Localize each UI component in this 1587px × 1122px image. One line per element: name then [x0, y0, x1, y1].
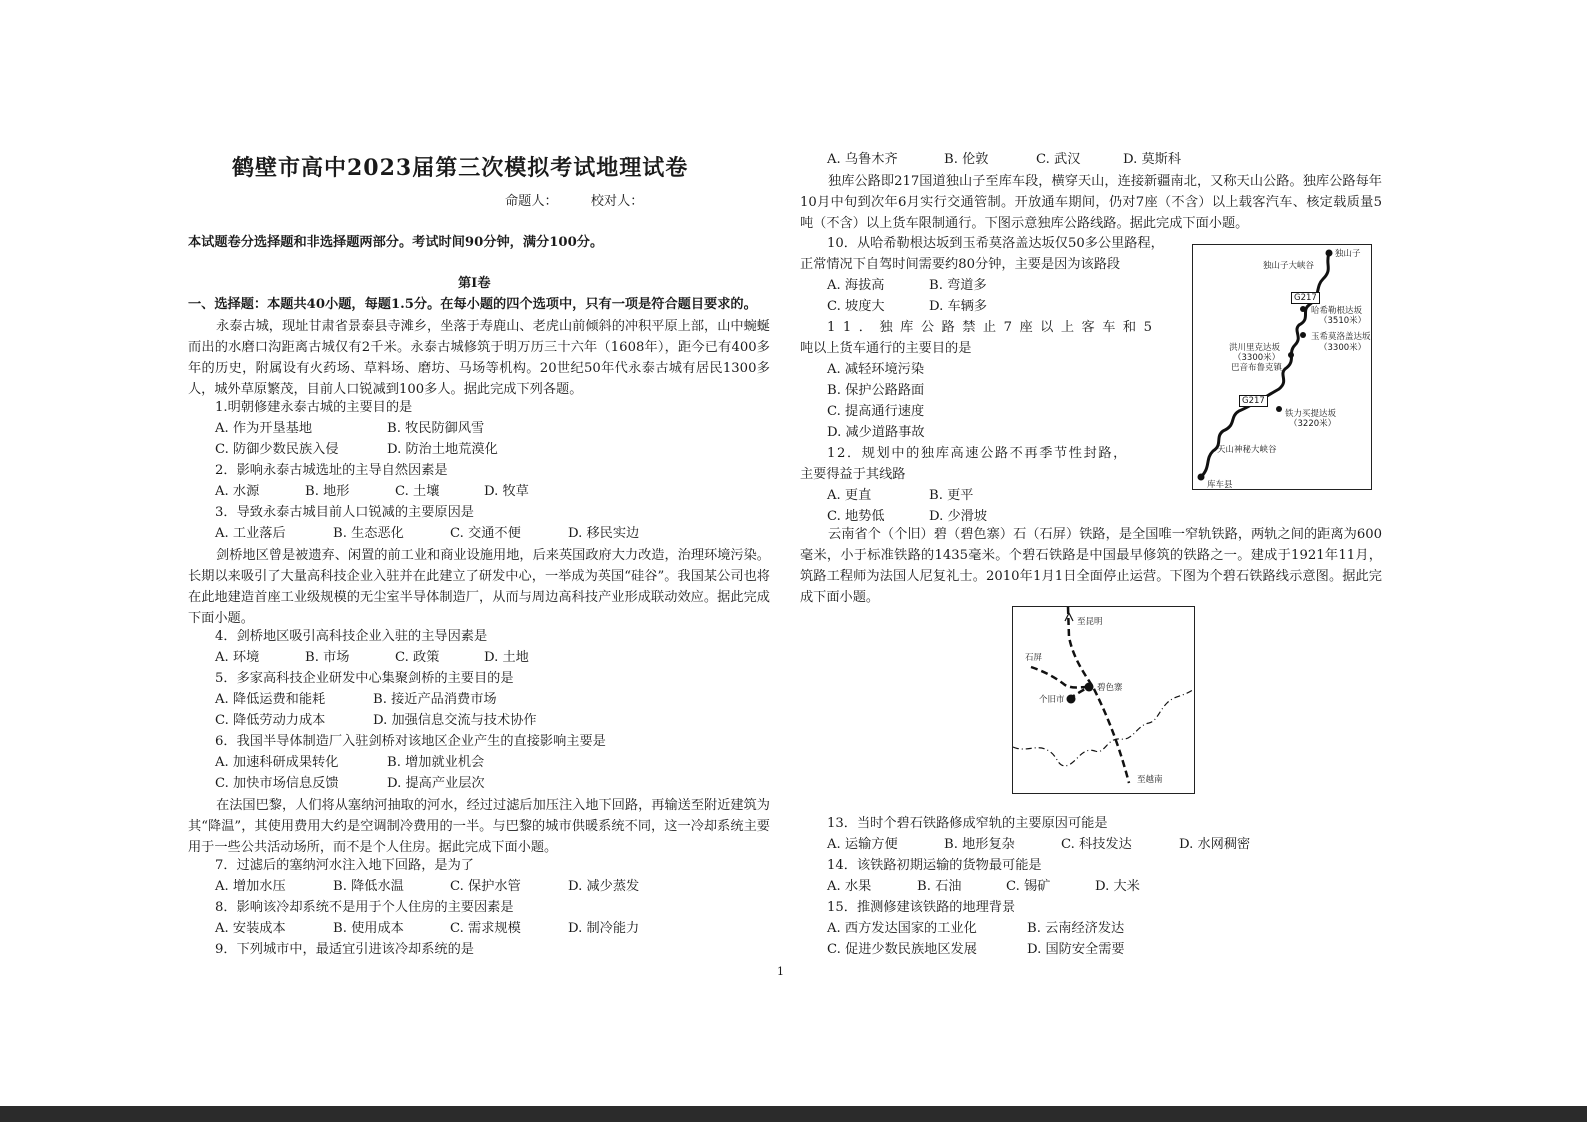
map-label-kunming: 至昆明 — [1077, 617, 1103, 627]
q15-option-c: C. 促进少数民族地区发展 — [827, 942, 977, 957]
q14-option-d: D. 大米 — [1095, 879, 1140, 894]
passage-duku: 独库公路即217国道独山子至库车段，横穿天山，连接新疆南北，又称天山公路。独库公路每年10月中旬到次年6月实行交通管制。开放通车期间，仍对7座（不含）以上载客汽车、核定载质量5吨（不含）以上货车限制通行。下图示意独库公路线路。据此完成下面小题。 — [800, 174, 1382, 231]
map-label-canyon1: 独山子大峡谷 — [1263, 261, 1315, 271]
map-label-hekou: 至越南 — [1137, 775, 1163, 785]
map-label-tieli: 铁力买提达坂 — [1285, 409, 1337, 419]
q6-option-b: B. 增加就业机会 — [387, 755, 485, 770]
map-label-bisezhai: 碧色寨 — [1097, 683, 1123, 693]
q8-option-b: B. 使用成本 — [333, 921, 404, 936]
q11-option-d: D. 减少道路事故 — [827, 425, 925, 440]
q9-option-b: B. 伦敦 — [944, 152, 989, 167]
q7-option-d: D. 减少蒸发 — [568, 879, 640, 894]
question-4: 4．剑桥地区吸引高科技企业入驻的主导因素是 — [215, 629, 488, 644]
bisezhai-dot — [1085, 683, 1094, 692]
scan-bottom-edge — [0, 1106, 1587, 1122]
q9-option-c: C. 武汉 — [1036, 152, 1081, 167]
page-title: 鹤壁市高中2023届第三次模拟考试地理试卷 — [232, 155, 689, 181]
railway-map — [1012, 606, 1195, 794]
q7-option-a: A. 增加水压 — [215, 879, 286, 894]
passage-paris: 在法国巴黎，人们将从塞纳河抽取的河水，经过过滤后加压注入地下回路，再输送至附近建筑为其“降温”，其使用费用大约是空调制冷费用的一半。与巴黎的城市供暖系统不同，这一冷却系统主要用于一些公共活动场所，而不是个人住房。据此完成下面小题。 — [188, 798, 770, 855]
q8-option-c: C. 需求规模 — [450, 921, 521, 936]
question-5: 5．多家高科技企业研发中心集聚剑桥的主要目的是 — [215, 671, 514, 686]
q10-option-c: C. 坡度大 — [827, 299, 885, 314]
q3-option-d: D. 移民实边 — [568, 526, 640, 541]
section-heading: 一、选择题：本题共40小题，每题1.5分。在每小题的四个选项中，只有一项是符合题目要求的。 — [188, 297, 757, 312]
q4-option-a: A. 环境 — [215, 650, 260, 665]
q2-option-c: C. 土壤 — [395, 484, 440, 499]
q15-option-d: D. 国防安全需要 — [1027, 942, 1125, 957]
map-label-bayin: 巴音布鲁克镇 — [1231, 363, 1283, 373]
q14-option-b: B. 石油 — [917, 879, 962, 894]
q11-option-c: C. 提高通行速度 — [827, 404, 925, 419]
map-label-haxi-alt: （3510米） — [1319, 316, 1367, 326]
q5-option-a: A. 降低运费和能耗 — [215, 692, 326, 707]
q1-option-a: A. 作为开垦基地 — [215, 421, 313, 436]
question-7: 7．过滤后的塞纳河水注入地下回路，是为了 — [215, 858, 474, 873]
q13-option-b: B. 地形复杂 — [944, 837, 1015, 852]
q11-option-a: A. 减轻环境污染 — [827, 362, 925, 377]
passage-yongtai: 永泰古城，现址甘肃省景泰县寺滩乡，坐落于寿鹿山、老虎山前倾斜的冲积平原上部，山中蜿蜒而出的水磨口沟距离古城仅有2千米。永泰古城修筑于明万历三十六年（1608年），距今已有400多年的历史，附属设有火药场、草料场、磨坊、马场等机构。20世纪50年代永泰古城有居民1300多人，城外草原繁茂，目前人口锐减到100多人。据此完成下列各题。 — [188, 319, 770, 397]
question-11-line1: 11．独库公路禁止7座以上客车和5 — [827, 320, 1160, 335]
q3-option-c: C. 交通不便 — [450, 526, 521, 541]
question-3: 3．导致永泰古城目前人口锐减的主要原因是 — [215, 505, 474, 520]
q10-option-d: D. 车辆多 — [929, 299, 988, 314]
q9-option-a: A. 乌鲁木齐 — [827, 152, 898, 167]
page-number: 1 — [777, 965, 784, 978]
q2-option-d: D. 牧草 — [484, 484, 529, 499]
kuche-dot — [1198, 474, 1205, 481]
q5-option-d: D. 加强信息交流与技术协作 — [373, 713, 537, 728]
yuxi-dot — [1300, 332, 1306, 338]
map-label-gejiu: 个旧市 — [1039, 695, 1065, 705]
q2-option-b: B. 地形 — [305, 484, 350, 499]
map-label-shiping: 石屏 — [1025, 653, 1043, 663]
q12-option-b: B. 更平 — [929, 488, 974, 503]
q7-option-c: C. 保护水管 — [450, 879, 521, 894]
q12-option-c: C. 地势低 — [827, 509, 885, 524]
q13-option-a: A. 运输方便 — [827, 837, 898, 852]
passage-cambridge: 剑桥地区曾是被遗弃、闲置的前工业和商业设施用地，后来英国政府大力改造，治理环境污染。长期以来吸引了大量高科技企业入驻并在此建立了研发中心，一举成为英国“硅谷”。我国某公司也将在此地建造首座工业级规模的无尘室半导体制造厂，从而与周边高科技产业形成联动效应。据此完成下面小题。 — [188, 548, 770, 626]
map-label-road2: G217 — [1239, 395, 1268, 407]
q4-option-d: D. 土地 — [484, 650, 529, 665]
duku-road-map — [1192, 244, 1372, 490]
question-6: 6．我国半导体制造厂入驻剑桥对该地区企业产生的直接影响主要是 — [215, 734, 606, 749]
q7-option-b: B. 降低水温 — [333, 879, 404, 894]
railway-main-line — [1068, 607, 1129, 783]
q10-option-b: B. 弯道多 — [929, 278, 987, 293]
q3-option-a: A. 工业落后 — [215, 526, 286, 541]
volume-heading: 第Ⅰ卷 — [458, 276, 491, 291]
question-12-line2: 主要得益于其线路 — [800, 467, 906, 482]
haxi-dot — [1300, 306, 1306, 312]
railway-branch-shiping — [1031, 667, 1089, 688]
q4-option-b: B. 市场 — [305, 650, 350, 665]
q1-option-c: C. 防御少数民族入侵 — [215, 442, 339, 457]
q9-option-d: D. 莫斯科 — [1123, 152, 1182, 167]
q11-option-b: B. 保护公路路面 — [827, 383, 925, 398]
q4-option-c: C. 政策 — [395, 650, 440, 665]
q13-option-d: D. 水网稠密 — [1179, 837, 1251, 852]
q12-option-a: A. 更直 — [827, 488, 872, 503]
map-label-kuche: 库车县 — [1207, 480, 1233, 490]
q1-option-b: B. 牧民防御风雪 — [387, 421, 485, 436]
bayin-dot — [1288, 352, 1294, 358]
q3-option-b: B. 生态恶化 — [333, 526, 404, 541]
gejiu-dot — [1067, 695, 1076, 704]
map-label-yuxi-alt: （3300米） — [1319, 343, 1367, 353]
tieli-dot — [1276, 406, 1282, 412]
map-label-tieli-alt: （3220米） — [1289, 419, 1337, 429]
question-10-line1: 10．从哈希勒根达坂到玉希莫洛盖达坂仅50多公里路程， — [827, 236, 1164, 251]
q6-option-c: C. 加快市场信息反馈 — [215, 776, 339, 791]
dushanzi-dot — [1326, 250, 1333, 257]
q10-option-a: A. 海拔高 — [827, 278, 885, 293]
q14-option-a: A. 水果 — [827, 879, 872, 894]
passage-gebishi: 云南省个（个旧）碧（碧色寨）石（石屏）铁路，是全国唯一窄轨铁路，两轨之间的距离为600毫米，小于标准铁路的1435毫米。个碧石铁路是中国最早修筑的铁路之一。建成于1921年11月，筑路工程师为法国人尼复礼士。2010年1月1日全面停止运营。下图为个碧石铁路线示意图。据此完成下面小题。 — [800, 527, 1382, 605]
q12-option-d: D. 少滑坡 — [929, 509, 988, 524]
question-9: 9．下列城市中，最适宜引进该冷却系统的是 — [215, 942, 474, 957]
question-2: 2．影响永泰古城选址的主导自然因素是 — [215, 463, 448, 478]
question-15: 15．推测修建该铁路的地理背景 — [827, 900, 1016, 915]
q15-option-b: B. 云南经济发达 — [1027, 921, 1125, 936]
exam-intro: 本试题卷分选择题和非选择题两部分。考试时间90分钟，满分100分。 — [188, 235, 604, 250]
question-12-line1: 12．规划中的独库高速公路不再季节性封路， — [827, 446, 1128, 461]
question-8: 8．影响该冷却系统不是用于个人住房的主要因素是 — [215, 900, 514, 915]
map-label-hongchuan: 洪川里克达坂 — [1229, 343, 1281, 353]
q8-option-a: A. 安装成本 — [215, 921, 286, 936]
question-10-line2: 正常情况下自驾时间需要约80分钟，主要是因为该路段 — [800, 257, 1121, 272]
q14-option-c: C. 锡矿 — [1006, 879, 1051, 894]
q6-option-d: D. 提高产业层次 — [387, 776, 485, 791]
q15-option-a: A. 西方发达国家的工业化 — [827, 921, 977, 936]
authors-line: 命题人： 校对人： — [505, 194, 644, 209]
q5-option-c: C. 降低劳动力成本 — [215, 713, 326, 728]
q5-option-b: B. 接近产品消费市场 — [373, 692, 497, 707]
q2-option-a: A. 水源 — [215, 484, 260, 499]
map-label-dushanzi: 独山子 — [1335, 249, 1361, 259]
q1-option-d: D. 防治土地荒漠化 — [387, 442, 498, 457]
question-1: 1.明朝修建永泰古城的主要目的是 — [215, 400, 413, 415]
map-label-canyon2: 天山神秘大峡谷 — [1217, 445, 1277, 455]
q13-option-c: C. 科技发达 — [1061, 837, 1132, 852]
q8-option-d: D. 制冷能力 — [568, 921, 640, 936]
map-label-yuxi: 玉希莫洛盖达坂 — [1311, 332, 1371, 342]
map-label-hongchuan-alt: （3300米） — [1233, 353, 1281, 363]
map-label-road1: G217 — [1291, 292, 1320, 304]
q6-option-a: A. 加速科研成果转化 — [215, 755, 339, 770]
map-label-haxi: 哈希勒根达坂 — [1311, 306, 1363, 316]
question-11-line2: 吨以上货车通行的主要目的是 — [800, 341, 972, 356]
question-14: 14．该铁路初期运输的货物最可能是 — [827, 858, 1042, 873]
question-13: 13．当时个碧石铁路修成窄轨的主要原因可能是 — [827, 816, 1108, 831]
